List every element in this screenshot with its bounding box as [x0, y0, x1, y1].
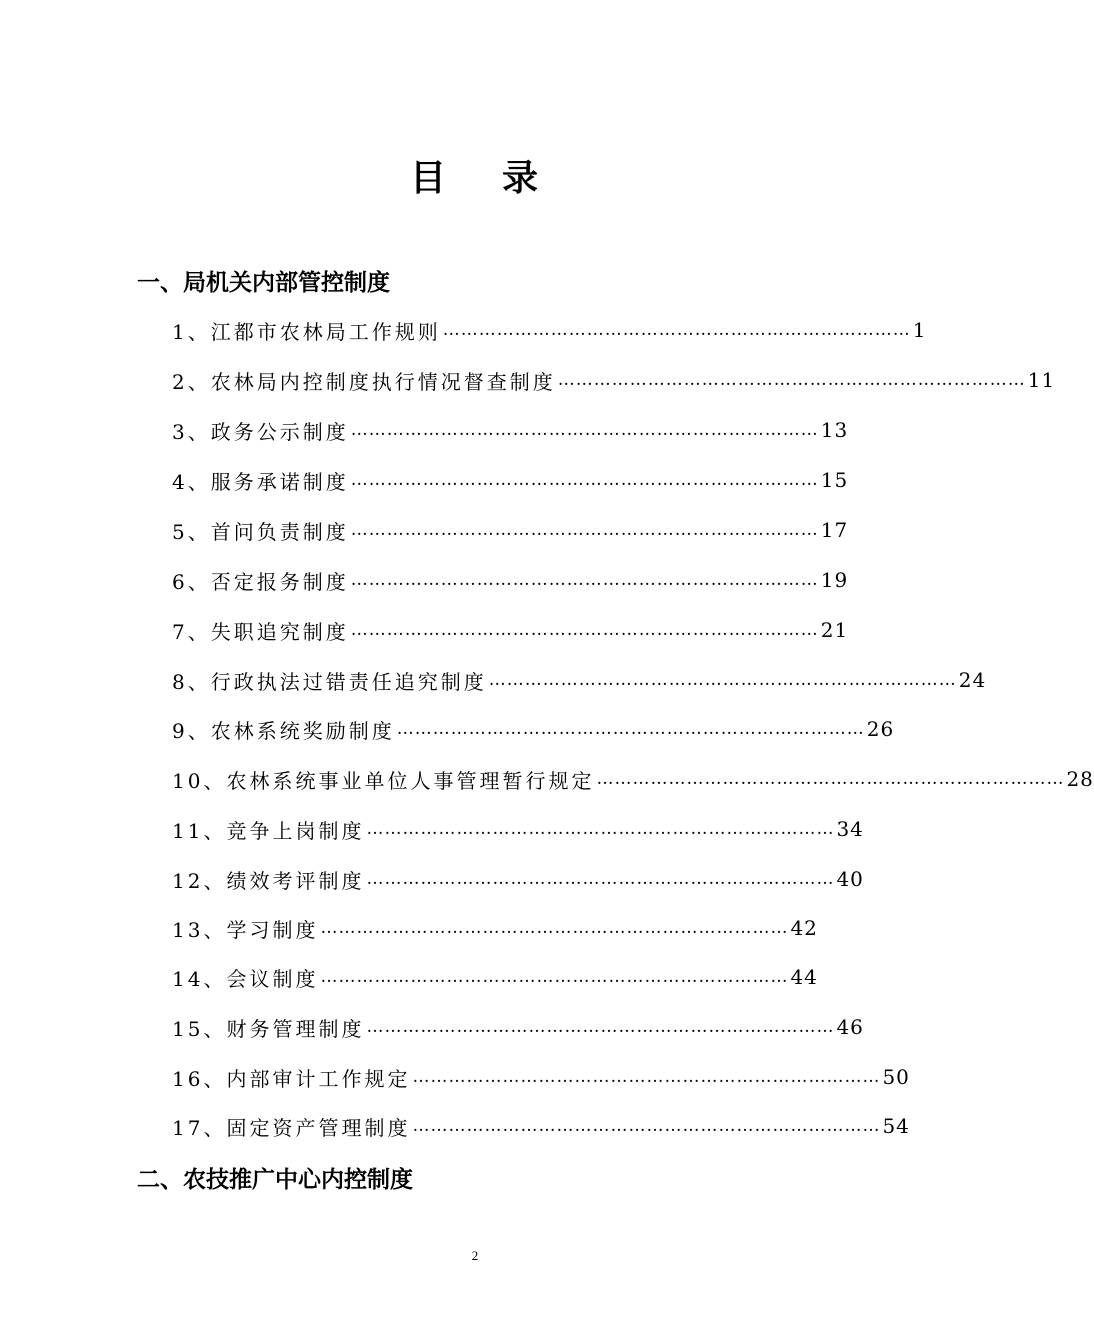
toc-entry-label: 6、否定报务制度 [172, 569, 349, 594]
toc-entry-7[interactable] [172, 615, 849, 645]
toc-entry-label: 9、农林系统奖励制度 [172, 718, 395, 743]
toc-entry-label: 10、农林系统事业单位人事管理暂行规定 [172, 768, 595, 793]
toc-page-number: 17 [820, 518, 849, 542]
toc-leader: …………………………………………………………………… [350, 470, 819, 490]
toc-entry-label: 15、财务管理制度 [172, 1016, 365, 1041]
toc-leader: …………………………………………………………………… [350, 520, 819, 540]
toc-page-number: 13 [820, 418, 849, 442]
section-heading-1: 一、局机关内部管控制度 [137, 270, 390, 296]
toc-page-number: 54 [882, 1114, 910, 1138]
toc-page-number: 24 [958, 668, 987, 692]
toc-title [0, 150, 950, 201]
toc-page-number: 34 [836, 817, 864, 841]
toc-leader: …………………………………………………………………… [366, 819, 835, 839]
toc-leader: …………………………………………………………………… [350, 420, 819, 440]
toc-entry-17[interactable] [172, 1111, 910, 1141]
toc-entry-label: 7、失职追究制度 [172, 619, 349, 644]
toc-entry-14[interactable] [172, 962, 818, 992]
toc-entry-6[interactable] [172, 565, 849, 595]
toc-entry-12[interactable] [172, 864, 864, 894]
toc-leader: …………………………………………………………………… [488, 670, 957, 690]
toc-entry-5[interactable] [172, 515, 849, 545]
toc-entry-2[interactable] [172, 365, 1056, 395]
toc-page-number: 28 [1066, 767, 1094, 791]
toc-entry-label: 13、学习制度 [172, 917, 319, 942]
toc-leader: …………………………………………………………………… [412, 1116, 881, 1136]
toc-entry-label: 3、政务公示制度 [172, 419, 349, 444]
toc-page-number: 19 [820, 568, 849, 592]
toc-entry-label: 12、绩效考评制度 [172, 868, 365, 893]
toc-page-number: 11 [1027, 368, 1056, 392]
toc-entry-label: 8、行政执法过错责任追究制度 [172, 669, 487, 694]
toc-title-char-2: 录 [502, 158, 541, 199]
toc-leader: …………………………………………………………………… [442, 320, 911, 340]
toc-leader: …………………………………………………………………… [596, 769, 1065, 789]
toc-page-number: 42 [790, 916, 818, 940]
toc-page-number: 46 [836, 1015, 864, 1039]
toc-entry-4[interactable] [172, 465, 849, 495]
section-heading-2: 二、农技推广中心内控制度 [137, 1167, 413, 1193]
toc-entry-8[interactable] [172, 665, 987, 695]
toc-leader: …………………………………………………………………… [320, 918, 789, 938]
toc-entry-10[interactable] [172, 764, 1094, 794]
toc-entry-3[interactable] [172, 415, 849, 445]
toc-entry-13[interactable] [172, 913, 818, 943]
toc-entry-9[interactable] [172, 714, 895, 744]
toc-entry-label: 4、服务承诺制度 [172, 469, 349, 494]
toc-entry-label: 14、会议制度 [172, 966, 319, 991]
toc-entry-label: 1、江都市农林局工作规则 [172, 319, 441, 344]
toc-leader: …………………………………………………………………… [412, 1067, 881, 1087]
toc-page-number: 21 [820, 618, 849, 642]
toc-leader: …………………………………………………………………… [350, 570, 819, 590]
toc-page-number: 26 [866, 717, 895, 741]
page-number-footer: 2 [471, 1248, 479, 1263]
toc-leader: …………………………………………………………………… [320, 967, 789, 987]
toc-page-number: 44 [790, 965, 818, 989]
toc-title-char-1: 目 [409, 158, 448, 199]
toc-leader: …………………………………………………………………… [366, 1017, 835, 1037]
toc-entry-16[interactable] [172, 1062, 910, 1092]
toc-page-number: 50 [882, 1065, 910, 1089]
toc-entry-label: 2、农林局内控制度执行情况督查制度 [172, 369, 556, 394]
toc-page-number: 1 [912, 318, 927, 342]
toc-leader: …………………………………………………………………… [366, 869, 835, 889]
toc-entry-label: 5、首问负责制度 [172, 519, 349, 544]
toc-leader: …………………………………………………………………… [396, 719, 865, 739]
toc-leader: …………………………………………………………………… [350, 620, 819, 640]
toc-leader: …………………………………………………………………… [557, 370, 1026, 390]
toc-entry-label: 17、固定资产管理制度 [172, 1115, 411, 1140]
toc-entry-label: 11、竞争上岗制度 [172, 818, 365, 843]
toc-entry-1[interactable] [172, 315, 927, 345]
toc-entry-15[interactable] [172, 1012, 864, 1042]
toc-entry-label: 16、内部审计工作规定 [172, 1066, 411, 1091]
toc-entry-11[interactable] [172, 814, 864, 844]
toc-page-number: 15 [820, 468, 849, 492]
toc-page-number: 40 [836, 867, 864, 891]
